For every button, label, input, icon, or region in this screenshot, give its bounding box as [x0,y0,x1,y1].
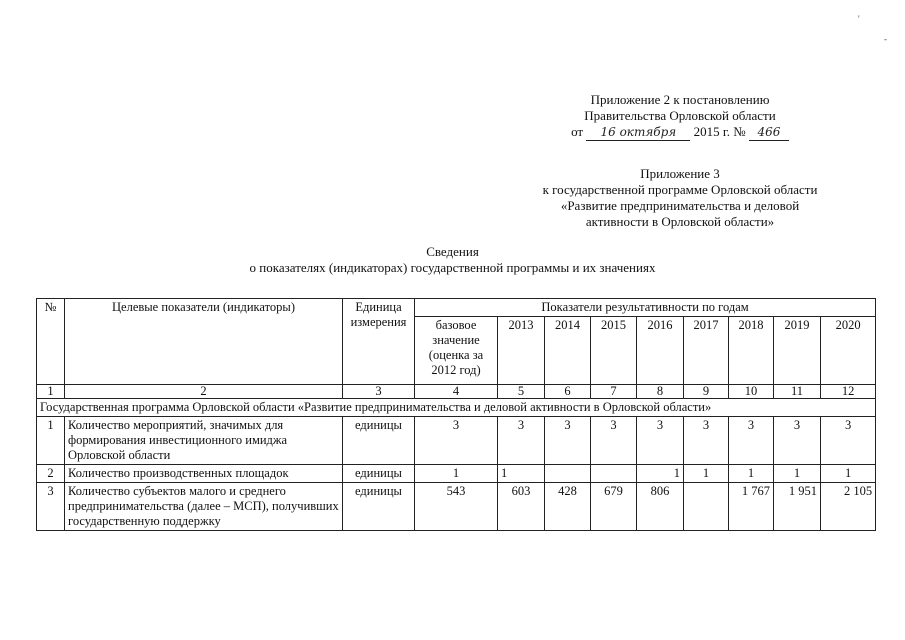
row-indicator: Количество производственных площадок [65,465,343,483]
from-prefix: от [571,124,584,139]
column-number: 3 [343,385,415,399]
row-value [545,465,591,483]
table-row [37,483,876,531]
row-base: 3 [415,417,498,465]
table-row [37,465,876,483]
row-value [591,465,637,483]
year-text: 2015 г. № [693,124,746,139]
row-value: 3 [591,417,637,465]
row-indicator: Количество мероприятий, значимых для формирования инвестиционного имиджа Орловской области [65,417,343,465]
indicators-table [36,298,876,531]
row-unit: единицы [343,417,415,465]
column-number: 12 [821,385,876,399]
header-year: 2018 [729,317,774,385]
header-indicator: Целевые показатели (индикаторы) [65,299,343,385]
header-year: 2015 [591,317,637,385]
row-value: 3 [729,417,774,465]
row-num: 2 [37,465,65,483]
column-number: 9 [684,385,729,399]
table-row [37,417,876,465]
header-num: № [37,299,65,385]
row-value: 428 [545,483,591,531]
column-numbers-row [37,385,876,399]
document-title [0,244,905,276]
header-year: 2017 [684,317,729,385]
row-value: 679 [591,483,637,531]
row-value [684,483,729,531]
scan-mark: - [884,34,887,44]
header-year: 2014 [545,317,591,385]
title-line2: о показателях (индикаторах) государственной программы и их значениях [249,260,656,275]
appendix-3-line4: активности в Орловской области» [585,214,775,229]
column-number: 1 [37,385,65,399]
appendix-3-header [510,166,850,230]
row-value: 3 [498,417,545,465]
row-value: 3 [774,417,821,465]
handwritten-number: 466 [749,124,789,141]
row-num: 1 [37,417,65,465]
row-value: 1 [774,465,821,483]
column-number: 11 [774,385,821,399]
row-num: 3 [37,483,65,531]
row-value: 1 [637,465,684,483]
row-value: 3 [684,417,729,465]
row-value: 1 [498,465,545,483]
row-value: 1 951 [774,483,821,531]
title-line1: Сведения [426,244,479,259]
appendix-2-header [520,92,840,141]
appendix-2-line1: Приложение 2 к постановлению [590,92,770,107]
row-value: 806 [637,483,684,531]
row-value: 3 [821,417,876,465]
row-value: 603 [498,483,545,531]
header-results: Показатели результативности по годам [415,299,876,317]
header-unit: Единица измерения [343,299,415,385]
appendix-3-line1: Приложение 3 [640,166,720,181]
row-indicator: Количество субъектов малого и среднего предпринимательства (далее – МСП), получивших государственную поддержку [65,483,343,531]
handwritten-date: 16 октября [586,124,690,141]
row-value: 1 [684,465,729,483]
column-number: 6 [545,385,591,399]
program-title: Государственная программа Орловской области «Развитие предпринимательства и деловой активности в Орловской области» [37,399,876,417]
appendix-2-date-line [520,124,840,141]
row-value: 1 [821,465,876,483]
header-row-1 [37,299,876,317]
column-number: 8 [637,385,684,399]
row-base: 543 [415,483,498,531]
row-unit: единицы [343,465,415,483]
scan-mark: ' [858,14,860,24]
program-row [37,399,876,417]
header-year: 2019 [774,317,821,385]
header-year: 2016 [637,317,684,385]
row-value: 3 [637,417,684,465]
appendix-3-line3: «Развитие предпринимательства и деловой [560,198,800,213]
row-base: 1 [415,465,498,483]
column-number: 5 [498,385,545,399]
column-number: 7 [591,385,637,399]
header-base: базовое значение (оценка за 2012 год) [415,317,498,385]
row-value: 1 [729,465,774,483]
appendix-3-line2: к государственной программе Орловской области [542,182,818,197]
row-value: 2 105 [821,483,876,531]
header-year: 2020 [821,317,876,385]
row-value: 3 [545,417,591,465]
column-number: 4 [415,385,498,399]
appendix-2-line2: Правительства Орловской области [584,108,776,123]
row-value: 1 767 [729,483,774,531]
column-number: 10 [729,385,774,399]
column-number: 2 [65,385,343,399]
row-unit: единицы [343,483,415,531]
header-year: 2013 [498,317,545,385]
